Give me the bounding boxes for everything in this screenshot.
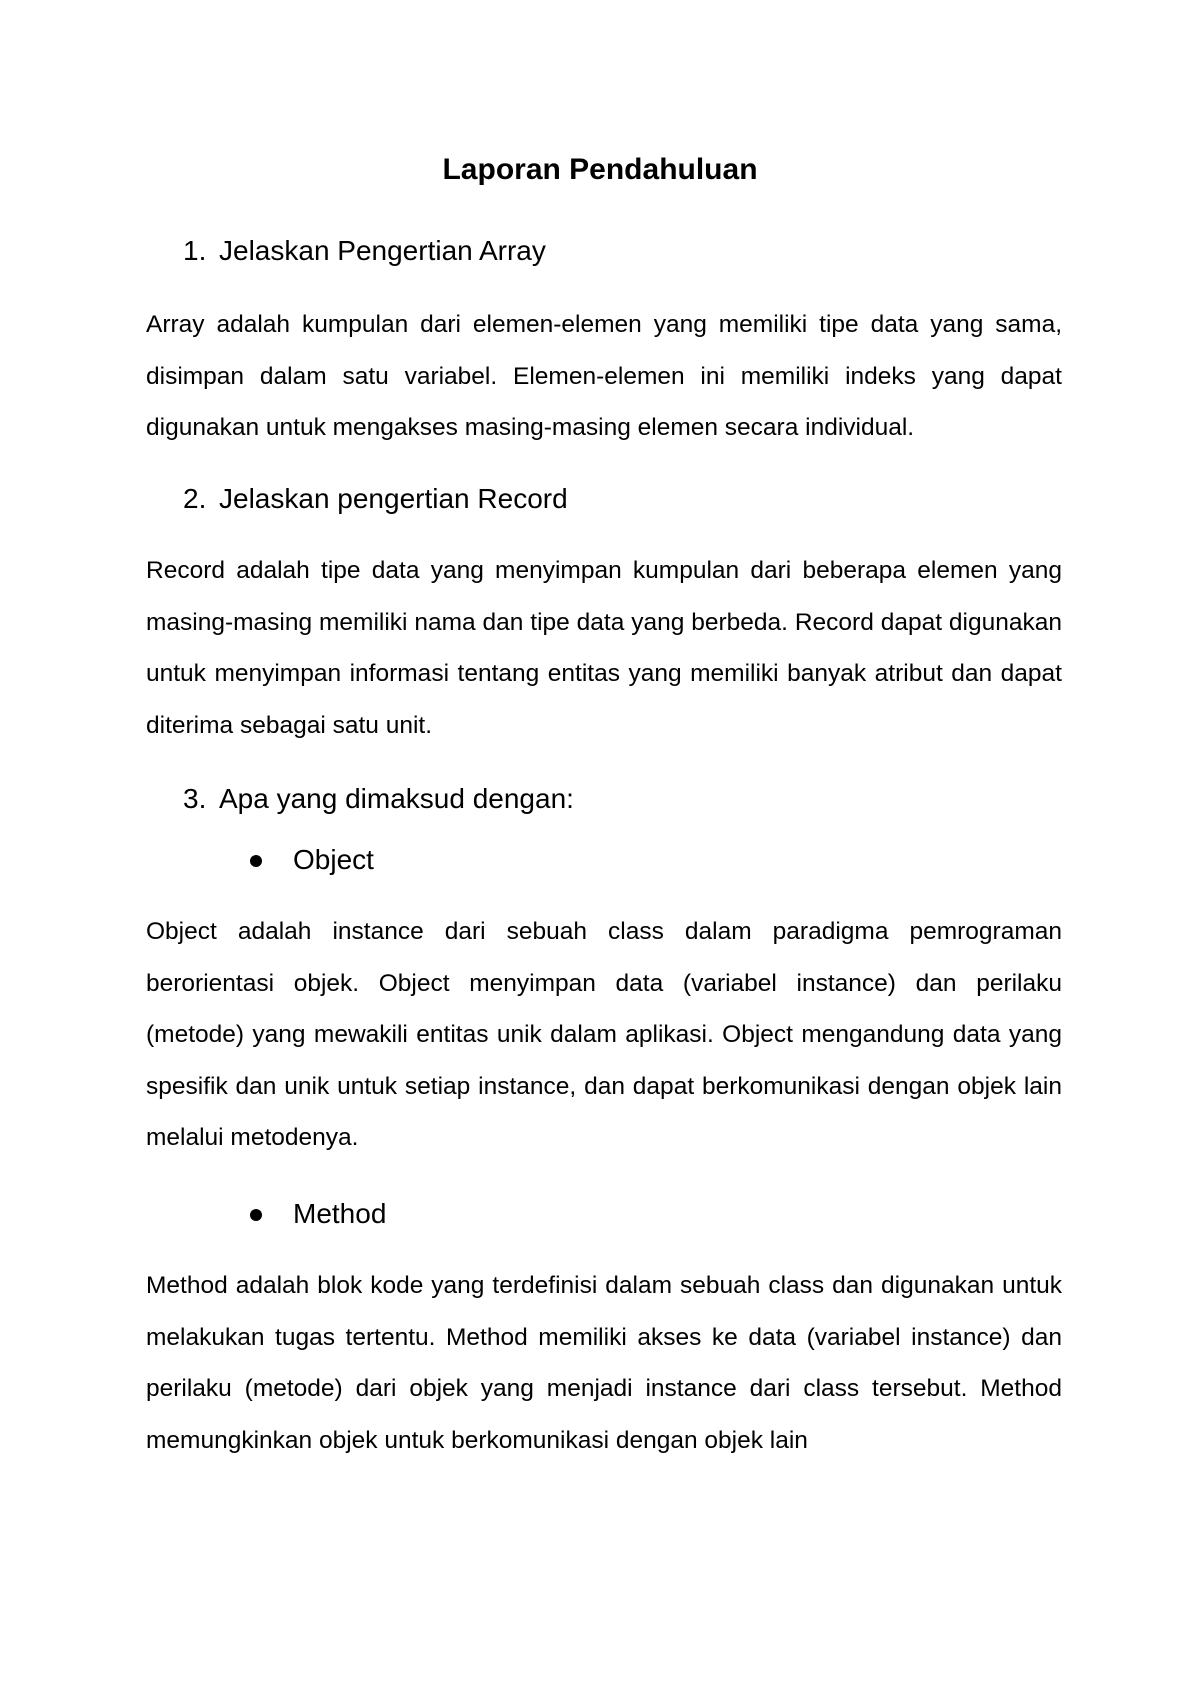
section-2-paragraph: Record adalah tipe data yang menyimpan kumpulan dari beberapa elemen yang masing-masing memiliki nama dan tipe data yang berbeda. Record dapat digunakan untuk menyimpan informasi tentang entitas yang memiliki banyak atribut dan dapat diterima sebagai satu unit. — [146, 557, 1062, 739]
section-1-heading-text: Jelaskan Pengertian Array — [219, 235, 546, 266]
section-1-paragraph: Array adalah kumpulan dari elemen-elemen yang memiliki tipe data yang sama, disimpan dalam satu variabel. Elemen-elemen ini memiliki indeks yang dapat digunakan untuk mengakses masing-masing elemen secara individual. — [146, 311, 1062, 441]
method-paragraph: Method adalah blok kode yang terdefinisi dalam sebuah class dan digunakan untuk melakukan tugas tertentu. Method memiliki akses ke data (variabel instance) dan perilaku (metode) dari objek yang menjadi instance dari class tersebut. Method memungkinkan objek untuk berkomunikasi dengan objek lain — [146, 1272, 1062, 1454]
section-1-heading — [183, 233, 546, 269]
section-3-heading-text: Apa yang dimaksud dengan: — [219, 783, 574, 814]
section-3-number: 3. — [183, 783, 207, 814]
section-2-heading-text: Jelaskan pengertian Record — [219, 483, 568, 514]
section-1-number: 1. — [183, 235, 207, 266]
document-title: Laporan Pendahuluan — [442, 153, 758, 186]
bullet-label-object: Object — [293, 844, 374, 875]
object-paragraph: Object adalah instance dari sebuah class dalam paradigma pemrograman berorientasi objek. Object menyimpan data (variabel instance) dan perilaku (metode) yang mewakili entitas unik dalam aplikasi. Object mengandung data yang spesifik dan unik untuk setiap instance, dan dapat berkomunikasi dengan objek lain melalui metodenya. — [146, 918, 1062, 1151]
bullet-label-method: Method — [293, 1198, 387, 1229]
bullet-dot-icon — [250, 855, 262, 867]
section-3-heading — [183, 781, 574, 817]
section-2-number: 2. — [183, 483, 207, 514]
section-2-heading — [183, 481, 568, 517]
bullet-dot-icon — [250, 1209, 262, 1221]
